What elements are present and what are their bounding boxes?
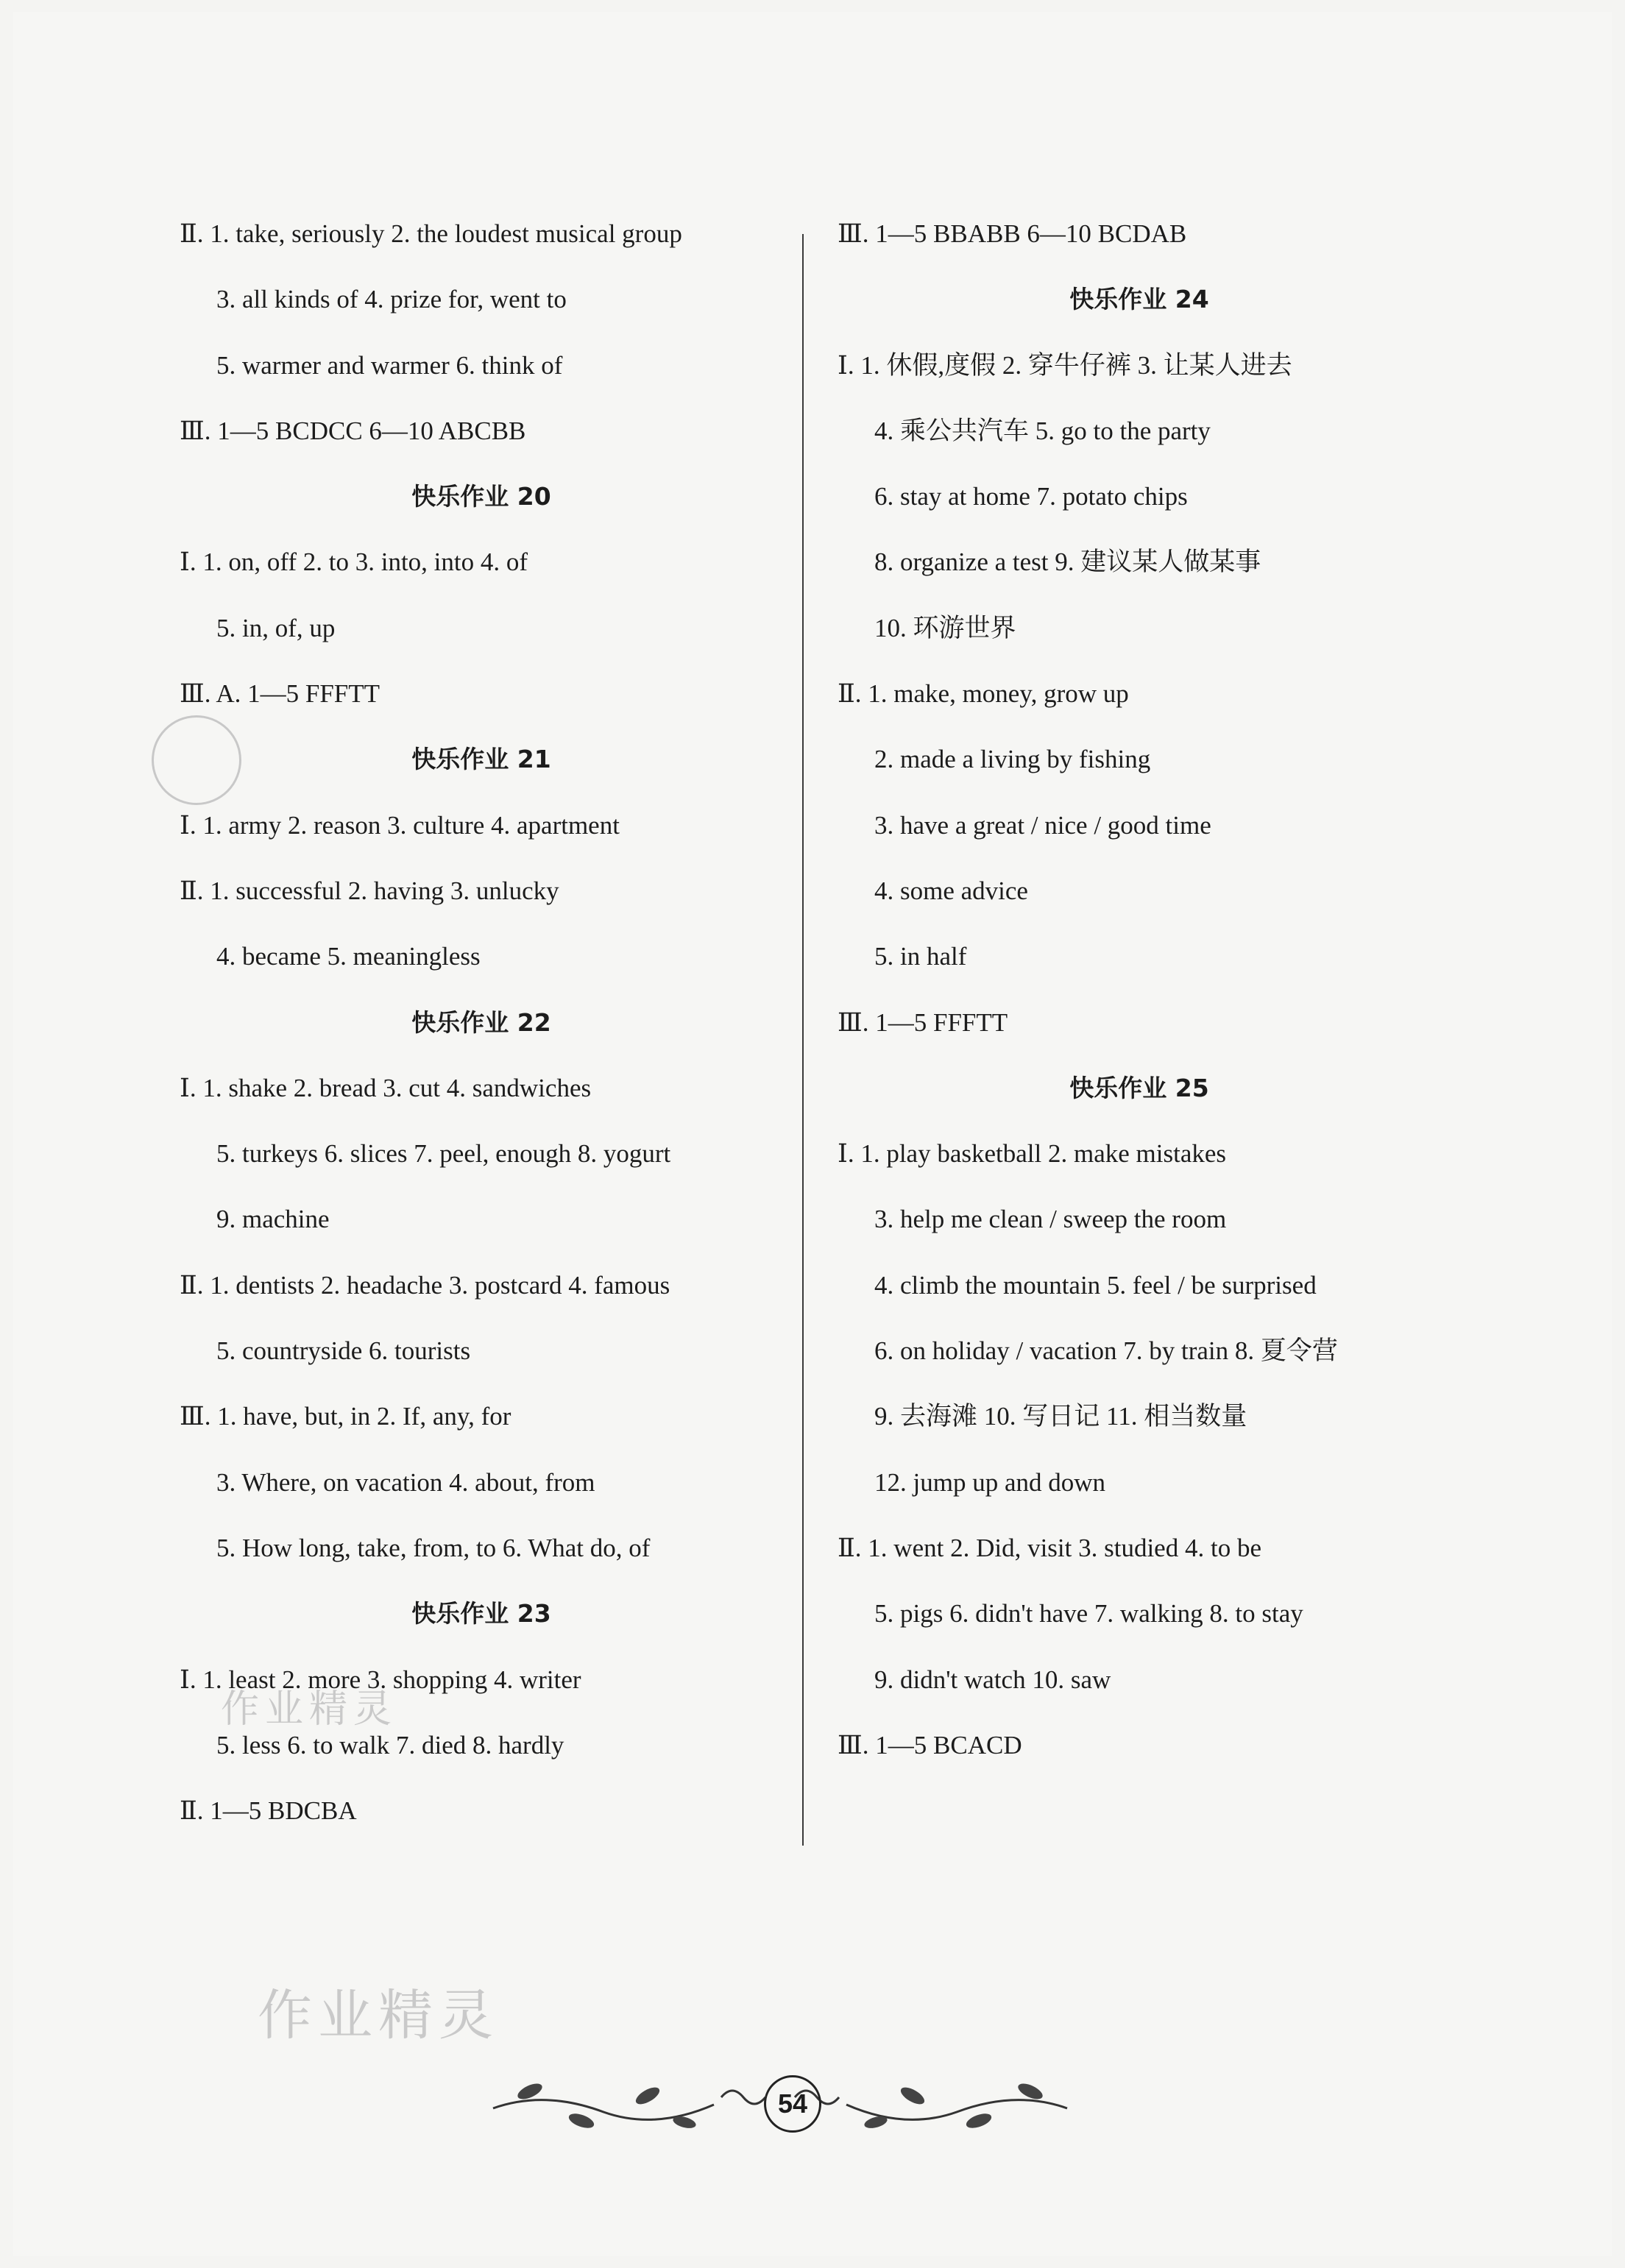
answer-line: Ⅰ. 1. on, off 2. to 3. into, into 4. of — [180, 547, 528, 577]
answer-line: 2. made a living by fishing — [874, 745, 1151, 774]
answer-line: 5. warmer and warmer 6. think of — [216, 350, 563, 380]
section-heading: 快乐作业 24 — [1069, 285, 1209, 314]
section-heading: 快乐作业 25 — [1069, 1073, 1209, 1102]
answer-line: 12. jump up and down — [874, 1467, 1106, 1497]
answer-line: Ⅲ. 1. have, but, in 2. If, any, for — [180, 1402, 511, 1431]
section-heading: 快乐作业 21 — [411, 745, 551, 774]
answer-line: 3. all kinds of 4. prize for, went to — [216, 285, 567, 314]
answer-line: 5. countryside 6. tourists — [216, 1336, 471, 1366]
column-divider — [802, 234, 804, 1846]
answer-line: 4. became 5. meaningless — [216, 942, 481, 971]
watermark-small: 作业精灵 — [221, 1687, 398, 1732]
section-heading: 快乐作业 23 — [411, 1599, 551, 1629]
answer-line: 4. climb the mountain 5. feel / be surprised — [874, 1270, 1317, 1300]
answer-line: Ⅰ. 1. least 2. more 3. shopping 4. writer — [180, 1665, 581, 1694]
answer-line: Ⅲ. 1—5 BBABB 6—10 BCDAB — [838, 219, 1187, 248]
section-heading: 快乐作业 22 — [411, 1007, 551, 1037]
answer-line: 4. some advice — [874, 876, 1028, 905]
answer-line: 4. 乘公共汽车 5. go to the party — [874, 416, 1211, 445]
answer-line: Ⅱ. 1—5 BDCBA — [180, 1796, 357, 1826]
answer-line: Ⅲ. 1—5 BCDCC 6—10 ABCBB — [180, 416, 526, 445]
answer-line: Ⅱ. 1. make, money, grow up — [838, 679, 1129, 709]
answer-line: 5. less 6. to walk 7. died 8. hardly — [216, 1730, 564, 1760]
answer-line: 6. stay at home 7. potato chips — [874, 482, 1188, 511]
answer-line: 3. have a great / nice / good time — [874, 810, 1211, 840]
answer-line: Ⅰ. 1. army 2. reason 3. culture 4. apartment — [180, 810, 620, 840]
answer-line: 9. machine — [216, 1205, 330, 1234]
section-heading: 快乐作业 20 — [411, 482, 551, 511]
answer-line: 3. Where, on vacation 4. about, from — [216, 1467, 595, 1497]
answer-line: Ⅱ. 1. take, seriously 2. the loudest musical group — [180, 219, 682, 248]
answer-line: 6. on holiday / vacation 7. by train 8. 夏令营 — [874, 1336, 1338, 1366]
answer-line: 5. pigs 6. didn't have 7. walking 8. to stay — [874, 1599, 1303, 1629]
answer-line: 10. 环游世界 — [874, 613, 1016, 642]
answer-line: Ⅲ. A. 1—5 FFFTT — [180, 679, 380, 709]
answer-line: 9. 去海滩 10. 写日记 11. 相当数量 — [874, 1402, 1247, 1431]
answer-line: Ⅰ. 1. 休假,度假 2. 穿牛仔裤 3. 让某人进去 — [838, 350, 1292, 380]
answer-line: 5. How long, take, from, to 6. What do, of — [216, 1533, 651, 1562]
answer-line: Ⅰ. 1. shake 2. bread 3. cut 4. sandwiches — [180, 1073, 592, 1102]
page-number: 54 — [764, 2075, 821, 2133]
answer-line: Ⅱ. 1. dentists 2. headache 3. postcard 4. famous — [180, 1270, 670, 1300]
answer-line: 9. didn't watch 10. saw — [874, 1665, 1111, 1694]
answer-line: Ⅲ. 1—5 BCACD — [838, 1730, 1022, 1760]
answer-line: 5. in half — [874, 942, 967, 971]
answer-line: 8. organize a test 9. 建议某人做某事 — [874, 547, 1261, 577]
right-answer-column — [838, 221, 1441, 1798]
page-footer — [486, 2075, 1075, 2141]
left-answer-column — [180, 221, 783, 1863]
answer-line: Ⅱ. 1. successful 2. having 3. unlucky — [180, 876, 559, 905]
answer-line: 5. turkeys 6. slices 7. peel, enough 8. yogurt — [216, 1139, 671, 1169]
answer-line: Ⅱ. 1. went 2. Did, visit 3. studied 4. to be — [838, 1533, 1261, 1562]
answer-line: 3. help me clean / sweep the room — [874, 1205, 1227, 1234]
watermark-large: 作业精灵 — [258, 1984, 499, 2047]
answer-line: Ⅲ. 1—5 FFFTT — [838, 1007, 1008, 1037]
answer-line: 5. in, of, up — [216, 613, 336, 642]
answer-line: Ⅰ. 1. play basketball 2. make mistakes — [838, 1139, 1227, 1169]
